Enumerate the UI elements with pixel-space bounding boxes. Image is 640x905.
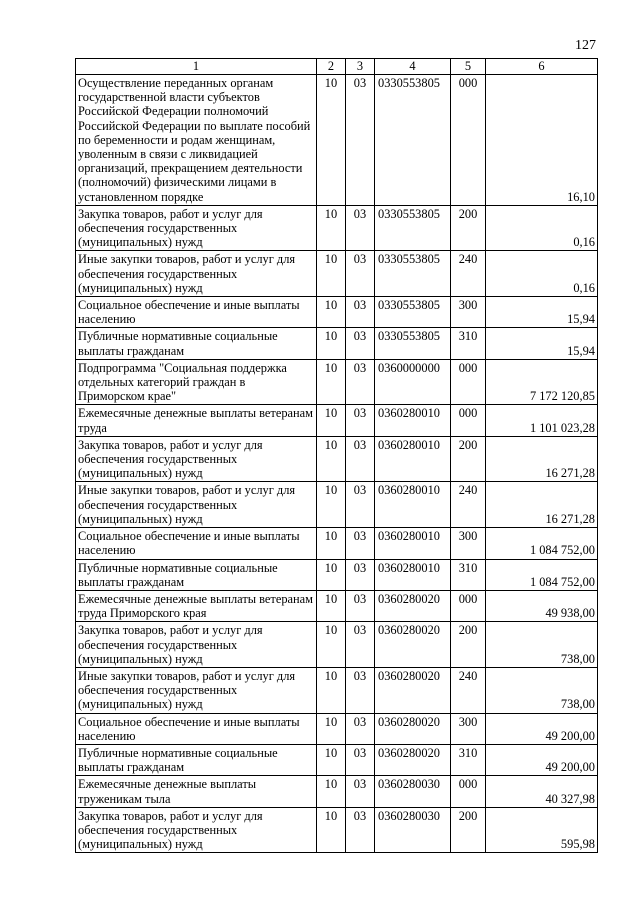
target-article-cell: 0360280010 — [375, 559, 451, 590]
amount-cell: 49 938,00 — [486, 590, 598, 621]
target-article-cell: 0330553805 — [375, 251, 451, 297]
column-header: 3 — [346, 59, 375, 75]
expense-type-cell: 300 — [451, 713, 486, 744]
section-cell: 10 — [317, 75, 346, 206]
section-cell: 10 — [317, 405, 346, 436]
section-cell: 10 — [317, 528, 346, 559]
section-cell: 10 — [317, 713, 346, 744]
target-article-cell: 0360280020 — [375, 744, 451, 775]
page-number: 127 — [575, 38, 596, 53]
table-row — [76, 713, 598, 744]
row-name-cell: Иные закупки товаров, работ и услуг для обеспечения государственных (муниципальных) нужд — [76, 667, 317, 713]
table-row — [76, 205, 598, 251]
row-name-cell: Осуществление переданных органам государственной власти субъектов Российской Федерации полномочий Российской Федерации по выплате пособий по беременности и родам женщинам, уволенным в связи с ликвидацией организаций, прекращением деятельности (полномочий) физическими лицами в установленном порядке — [76, 75, 317, 206]
subsection-cell: 03 — [346, 744, 375, 775]
section-cell: 10 — [317, 744, 346, 775]
section-cell: 10 — [317, 205, 346, 251]
subsection-cell: 03 — [346, 328, 375, 359]
subsection-cell: 03 — [346, 590, 375, 621]
section-cell: 10 — [317, 436, 346, 482]
section-cell: 10 — [317, 667, 346, 713]
expense-type-cell: 000 — [451, 359, 486, 405]
budget-table — [75, 58, 598, 853]
amount-cell: 0,16 — [486, 205, 598, 251]
table-row — [76, 559, 598, 590]
row-name-cell: Закупка товаров, работ и услуг для обеспечения государственных (муниципальных) нужд — [76, 622, 317, 668]
section-cell: 10 — [317, 807, 346, 853]
table-row — [76, 807, 598, 853]
subsection-cell: 03 — [346, 559, 375, 590]
amount-cell: 595,98 — [486, 807, 598, 853]
target-article-cell: 0360280010 — [375, 436, 451, 482]
expense-type-cell: 300 — [451, 297, 486, 328]
table-row — [76, 328, 598, 359]
expense-type-cell: 000 — [451, 405, 486, 436]
row-name-cell: Социальное обеспечение и иные выплаты населению — [76, 528, 317, 559]
expense-type-cell: 310 — [451, 328, 486, 359]
amount-cell: 16 271,28 — [486, 482, 598, 528]
table-row — [76, 436, 598, 482]
table-row — [76, 75, 598, 206]
subsection-cell: 03 — [346, 667, 375, 713]
target-article-cell: 0360280020 — [375, 713, 451, 744]
row-name-cell: Иные закупки товаров, работ и услуг для обеспечения государственных (муниципальных) нужд — [76, 251, 317, 297]
target-article-cell: 0360280020 — [375, 667, 451, 713]
column-header: 4 — [375, 59, 451, 75]
amount-cell: 1 084 752,00 — [486, 528, 598, 559]
table-row — [76, 528, 598, 559]
subsection-cell: 03 — [346, 205, 375, 251]
amount-cell: 738,00 — [486, 667, 598, 713]
expense-type-cell: 000 — [451, 776, 486, 807]
subsection-cell: 03 — [346, 528, 375, 559]
target-article-cell: 0360280030 — [375, 776, 451, 807]
row-name-cell: Публичные нормативные социальные выплаты гражданам — [76, 328, 317, 359]
expense-type-cell: 300 — [451, 528, 486, 559]
subsection-cell: 03 — [346, 75, 375, 206]
row-name-cell: Ежемесячные денежные выплаты ветеранам труда Приморского края — [76, 590, 317, 621]
expense-type-cell: 240 — [451, 482, 486, 528]
row-name-cell: Ежемесячные денежные выплаты ветеранам труда — [76, 405, 317, 436]
section-cell: 10 — [317, 482, 346, 528]
amount-cell: 49 200,00 — [486, 713, 598, 744]
table-row — [76, 590, 598, 621]
row-name-cell: Иные закупки товаров, работ и услуг для обеспечения государственных (муниципальных) нужд — [76, 482, 317, 528]
target-article-cell: 0330553805 — [375, 297, 451, 328]
target-article-cell: 0360000000 — [375, 359, 451, 405]
subsection-cell: 03 — [346, 359, 375, 405]
target-article-cell: 0360280020 — [375, 622, 451, 668]
row-name-cell: Закупка товаров, работ и услуг для обеспечения государственных (муниципальных) нужд — [76, 436, 317, 482]
amount-cell: 1 101 023,28 — [486, 405, 598, 436]
header-row — [76, 59, 598, 75]
table-row — [76, 405, 598, 436]
expense-type-cell: 200 — [451, 436, 486, 482]
amount-cell: 738,00 — [486, 622, 598, 668]
amount-cell: 49 200,00 — [486, 744, 598, 775]
row-name-cell: Публичные нормативные социальные выплаты гражданам — [76, 744, 317, 775]
column-header: 6 — [486, 59, 598, 75]
expense-type-cell: 000 — [451, 590, 486, 621]
amount-cell: 16,10 — [486, 75, 598, 206]
subsection-cell: 03 — [346, 776, 375, 807]
target-article-cell: 0360280030 — [375, 807, 451, 853]
target-article-cell: 0330553805 — [375, 75, 451, 206]
amount-cell: 0,16 — [486, 251, 598, 297]
expense-type-cell: 000 — [451, 75, 486, 206]
amount-cell: 7 172 120,85 — [486, 359, 598, 405]
target-article-cell: 0360280010 — [375, 528, 451, 559]
expense-type-cell: 240 — [451, 667, 486, 713]
amount-cell: 40 327,98 — [486, 776, 598, 807]
amount-cell: 1 084 752,00 — [486, 559, 598, 590]
section-cell: 10 — [317, 590, 346, 621]
row-name-cell: Ежемесячные денежные выплаты труженикам тыла — [76, 776, 317, 807]
row-name-cell: Публичные нормативные социальные выплаты гражданам — [76, 559, 317, 590]
section-cell: 10 — [317, 776, 346, 807]
table-row — [76, 359, 598, 405]
row-name-cell: Социальное обеспечение и иные выплаты населению — [76, 713, 317, 744]
amount-cell: 15,94 — [486, 328, 598, 359]
table-row — [76, 482, 598, 528]
target-article-cell: 0360280020 — [375, 590, 451, 621]
table-row — [76, 744, 598, 775]
amount-cell: 16 271,28 — [486, 436, 598, 482]
subsection-cell: 03 — [346, 297, 375, 328]
expense-type-cell: 200 — [451, 807, 486, 853]
section-cell: 10 — [317, 328, 346, 359]
section-cell: 10 — [317, 359, 346, 405]
row-name-cell: Подпрограмма "Социальная поддержка отдельных категорий граждан в Приморском крае" — [76, 359, 317, 405]
subsection-cell: 03 — [346, 713, 375, 744]
section-cell: 10 — [317, 559, 346, 590]
table-row — [76, 297, 598, 328]
expense-type-cell: 310 — [451, 559, 486, 590]
expense-type-cell: 310 — [451, 744, 486, 775]
table-row — [76, 622, 598, 668]
column-header: 1 — [76, 59, 317, 75]
column-header: 2 — [317, 59, 346, 75]
subsection-cell: 03 — [346, 251, 375, 297]
subsection-cell: 03 — [346, 807, 375, 853]
row-name-cell: Закупка товаров, работ и услуг для обеспечения государственных (муниципальных) нужд — [76, 807, 317, 853]
section-cell: 10 — [317, 297, 346, 328]
row-name-cell: Социальное обеспечение и иные выплаты населению — [76, 297, 317, 328]
target-article-cell: 0330553805 — [375, 205, 451, 251]
expense-type-cell: 200 — [451, 622, 486, 668]
column-header: 5 — [451, 59, 486, 75]
expense-type-cell: 240 — [451, 251, 486, 297]
target-article-cell: 0360280010 — [375, 405, 451, 436]
section-cell: 10 — [317, 251, 346, 297]
section-cell: 10 — [317, 622, 346, 668]
table-row — [76, 776, 598, 807]
table-body — [76, 75, 598, 853]
target-article-cell: 0330553805 — [375, 328, 451, 359]
table-row — [76, 251, 598, 297]
subsection-cell: 03 — [346, 622, 375, 668]
subsection-cell: 03 — [346, 482, 375, 528]
subsection-cell: 03 — [346, 436, 375, 482]
row-name-cell: Закупка товаров, работ и услуг для обеспечения государственных (муниципальных) нужд — [76, 205, 317, 251]
target-article-cell: 0360280010 — [375, 482, 451, 528]
table-row — [76, 667, 598, 713]
subsection-cell: 03 — [346, 405, 375, 436]
amount-cell: 15,94 — [486, 297, 598, 328]
expense-type-cell: 200 — [451, 205, 486, 251]
